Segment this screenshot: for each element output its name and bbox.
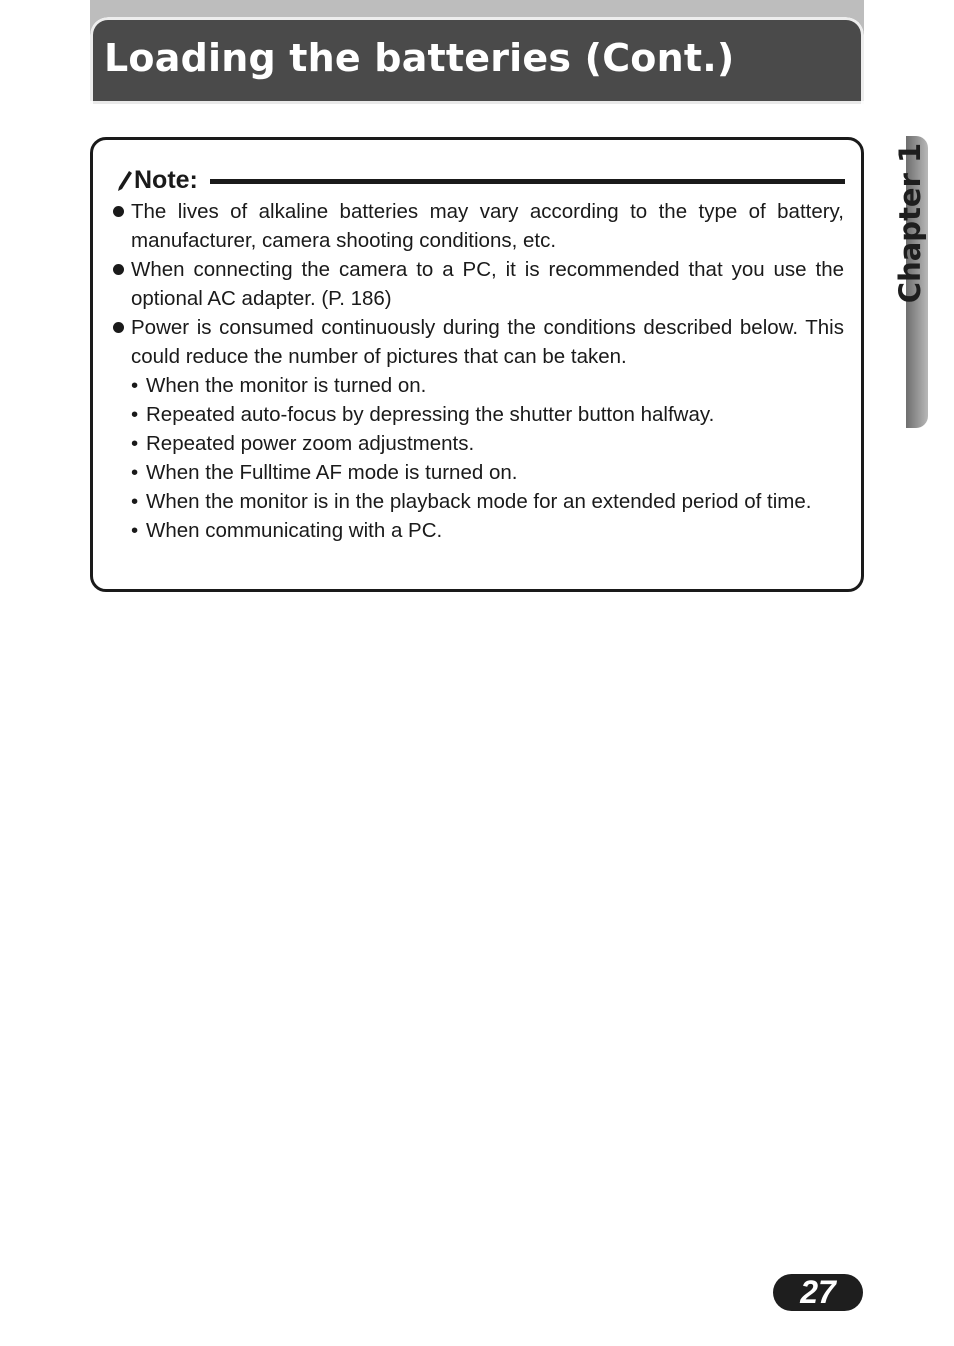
bullet-small-icon: • — [131, 374, 139, 397]
page-number: 27 — [773, 1274, 863, 1311]
note-label: Note: — [134, 166, 198, 194]
bullet-small-icon: • — [131, 403, 139, 426]
note-item — [111, 313, 844, 545]
note-sub-item-text: Repeated power zoom adjustments. — [146, 432, 475, 455]
note-sub-item-text: When the monitor is in the playback mode for an extended period of time. — [146, 490, 812, 513]
note-sub-item — [131, 516, 844, 545]
note-sub-item-text: Repeated auto-focus by depressing the shutter button halfway. — [146, 403, 715, 426]
bullet-small-icon: • — [131, 490, 139, 513]
page-title: Loading the batteries (Cont.) — [104, 36, 735, 80]
note-item — [111, 197, 844, 255]
note-sub-item — [131, 487, 844, 516]
note-sub-item-text: When the Fulltime AF mode is turned on. — [146, 461, 518, 484]
note-item-text: Power is consumed continuously during the conditions described below. This could reduce the number of pictures that can be taken. — [131, 316, 844, 368]
bullet-dot-icon — [113, 322, 124, 333]
note-list — [111, 197, 844, 545]
chapter-label-wrapper — [880, 142, 940, 304]
note-item-text: When connecting the camera to a PC, it is recommended that you use the optional AC adapter. (P. 186) — [131, 258, 844, 310]
note-item-text: The lives of alkaline batteries may vary according to the type of battery, manufacturer, camera shooting conditions, etc. — [131, 200, 844, 252]
note-sub-item — [131, 400, 844, 429]
note-heading — [115, 166, 198, 195]
bullet-small-icon: • — [131, 461, 139, 484]
note-sub-item — [131, 371, 844, 400]
note-sub-item — [131, 458, 844, 487]
bullet-small-icon: • — [131, 432, 139, 455]
note-item — [111, 255, 844, 313]
pencil-icon — [115, 169, 133, 193]
note-sub-item — [131, 429, 844, 458]
bullet-dot-icon — [113, 206, 124, 217]
note-rule — [210, 179, 845, 184]
note-box — [90, 137, 864, 592]
bullet-small-icon: • — [131, 519, 139, 542]
note-sub-item-text: When the monitor is turned on. — [146, 374, 427, 397]
chapter-label: Chapter 1 — [893, 142, 927, 304]
bullet-dot-icon — [113, 264, 124, 275]
note-sub-item-text: When communicating with a PC. — [146, 519, 443, 542]
note-sub-list — [131, 371, 844, 545]
